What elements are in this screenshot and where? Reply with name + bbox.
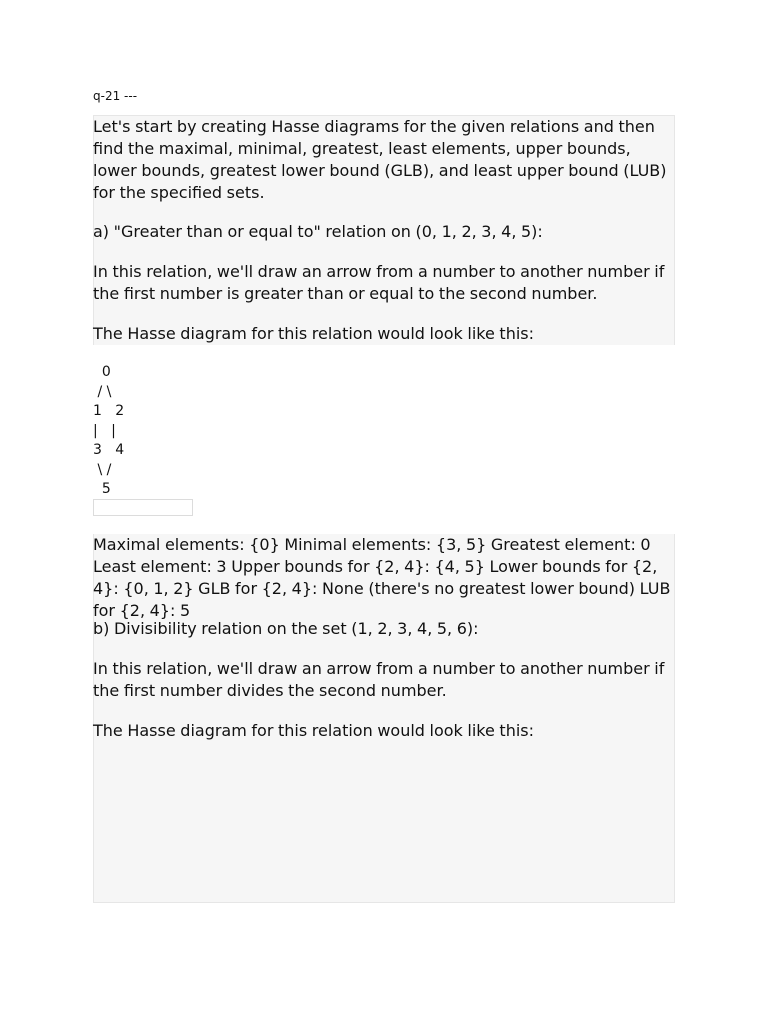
diagram-line: | | <box>93 422 116 439</box>
question-label: q-21 --- <box>93 89 138 103</box>
diagram-line: \ / <box>93 461 112 478</box>
hasse-diagram-a <box>93 363 124 500</box>
part-b-diagram-intro: The Hasse diagram for this relation would look like this: <box>93 721 534 740</box>
diagram-line: / \ <box>93 383 112 400</box>
part-a-results: Maximal elements: {0} Minimal elements: {3, 5} Greatest element: 0 Least element: 3 Upper bounds for {2, 4}: {4, 5} Lower bounds for {2, 4}: {0, 1, 2} GLB for {2, 4}: None (there's no greatest lower bound) LUB for {2, 4}: 5 <box>93 535 671 620</box>
diagram-line: 3 4 <box>93 442 125 458</box>
diagram-line: 5 <box>93 481 111 497</box>
diagram-line: 0 <box>93 364 111 380</box>
diagram-line: 1 2 <box>93 403 125 419</box>
code-block-footer <box>93 499 193 516</box>
part-b-explanation: In this relation, we'll draw an arrow from a number to another number if the first number divides the second number. <box>93 659 665 700</box>
part-a-heading: a) "Greater than or equal to" relation on (0, 1, 2, 3, 4, 5): <box>93 222 543 241</box>
part-b-heading: b) Divisibility relation on the set (1, 2, 3, 4, 5, 6): <box>93 619 479 638</box>
part-a-explanation: In this relation, we'll draw an arrow from a number to another number if the first number is greater than or equal to the second number. <box>93 262 665 303</box>
intro-paragraph: Let's start by creating Hasse diagrams for the given relations and then find the maximal, minimal, greatest, least elements, upper bounds, lower bounds, greatest lower bound (GLB), and least upper bound (LUB) for the specified sets. <box>93 117 667 202</box>
part-a-diagram-intro: The Hasse diagram for this relation would look like this: <box>93 324 534 343</box>
